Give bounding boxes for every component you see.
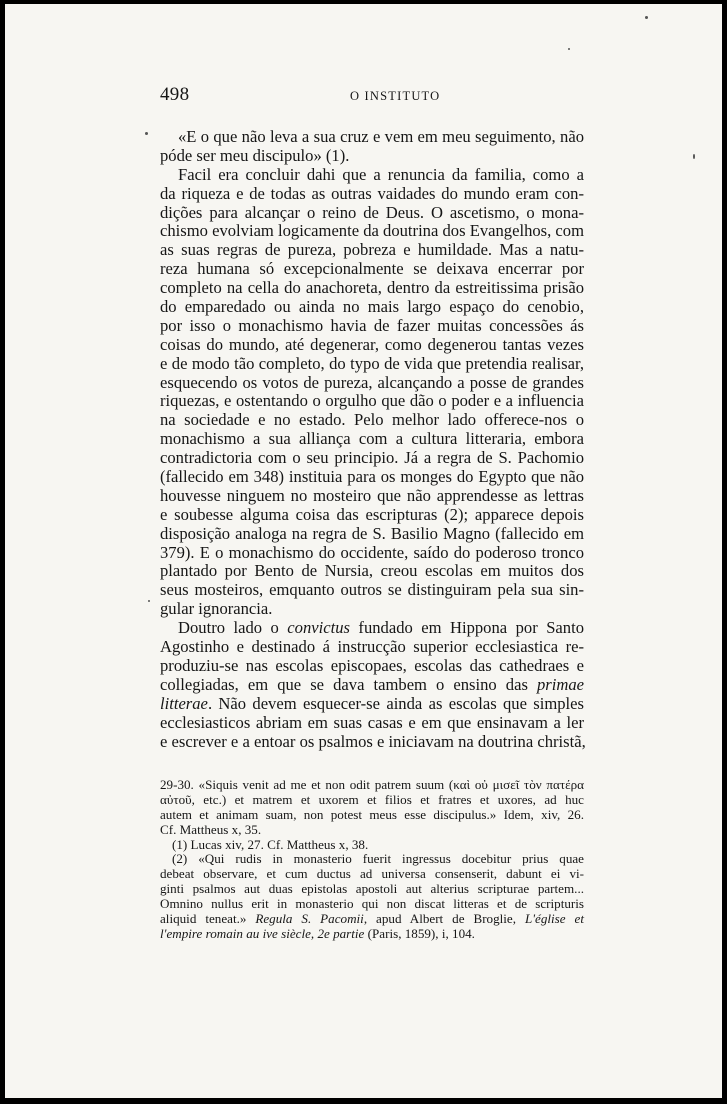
text-line: litterae. Não devem esquecer-se ainda as escolas que simples xyxy=(160,693,584,713)
scan-speck xyxy=(148,600,150,602)
body-text xyxy=(160,128,584,751)
text-line: «E o que não leva a sua cruz e vem em meu seguimento, não xyxy=(178,127,584,146)
text-line: as suas regras de pureza, pobreza e humildade. Mas a natu- xyxy=(160,240,584,260)
footnote-line: debeat observare, et cum ductus ad universa consenserit, dabunt ei vi- xyxy=(160,866,584,882)
text-line: completo na cella do anachoreta, dentro da estreitissima prisão xyxy=(160,278,584,298)
footnote-line: 29-30. «Siquis venit ad me et non odit patrem suum (καὶ οὐ μισεῖ τὸν πατέρα xyxy=(160,777,584,792)
footnote-line: (1) Lucas xiv, 27. Cf. Mattheus x, 38. xyxy=(172,836,369,852)
text-line: contradictoria com o seu principio. Já a regra de S. Pachomio xyxy=(160,448,584,468)
text-line: monachismo a sua alliança com a cultura litteraria, embora xyxy=(160,429,584,449)
footnote-line: Cf. Mattheus x, 35. xyxy=(160,821,262,837)
footnote-line: l'empire romain au ive siècle, 2e partie (Paris, 1859), i, 104. xyxy=(160,925,475,941)
page-header xyxy=(160,84,580,110)
text-line: na sociedade e no estado. Pelo melhor lado offerece-nos o xyxy=(160,410,584,430)
text-line: collegiadas, em que se dava tambem o ensino das primae xyxy=(160,674,584,694)
text-line: reza humana só excepcionalmente se deixava encerrar por xyxy=(160,259,584,279)
text-line: (fallecido em 348) instituia para os monges do Egypto que não xyxy=(160,467,584,487)
text-line: disposição analoga na regra de S. Basilio Magno (fallecido em xyxy=(160,523,584,543)
text-line: riquezas, e ostentando o orgulho que dão o poder e a influencia xyxy=(160,391,584,411)
text-line: Agostinho e destinado á instrucção superior ecclesiastica re- xyxy=(160,637,584,657)
text-line: chismo evolviam logicamente da doutrina dos Evangelhos, com xyxy=(160,221,584,241)
text-line: produziu-se nas escolas episcopaes, escolas das cathedraes e xyxy=(160,655,584,675)
footnotes xyxy=(160,778,584,942)
text-line: coisas do mundo, até degenerar, como degenerou tantas vezes xyxy=(160,334,584,354)
footnote-line: Omnino nullus erit in monasterio qui non discat litteras et de scripturis xyxy=(160,896,584,912)
text-line: e soubesse alguma coisa das escripturas (2); apparece depois xyxy=(160,504,584,524)
text-line: houvesse ninguem no mosteiro que não apprendesse as lettras xyxy=(160,485,584,505)
page-number: 498 xyxy=(160,84,190,105)
running-title: O INSTITUTO xyxy=(350,89,441,103)
text-line: seus mosteiros, emquanto outros se distinguiram pela sua sin- xyxy=(160,580,584,600)
footnote-line: (2) «Qui rudis in monasterio fuerit ingressus docebitur prius quae xyxy=(172,851,584,867)
text-line: e escrever e a entoar os psalmos e iniciavam na doutrina christã, xyxy=(160,731,586,751)
scan-speck xyxy=(568,48,570,50)
text-line: ecclesiasticos abriam em suas casas e em que ensinavam a ler xyxy=(160,712,584,732)
text-line: 379). E o monachismo do occidente, saído do poderoso tronco xyxy=(160,542,584,562)
scan-speck xyxy=(693,154,695,159)
footnote-line: autem et animam suam, non potest meus esse discipulus.» Idem, xiv, 26. xyxy=(160,806,584,822)
text-line: esquecendo os votos de pureza, alcançando a posse de grandes xyxy=(160,372,584,392)
text-line: póde ser meu discipulo» (1). xyxy=(160,145,350,165)
text-line: Facil era concluir dahi que a renuncia da familia, como a xyxy=(178,164,584,184)
footnote-line: ginti psalmos aut duas epistolas apostoli aut alterius scripturae partem... xyxy=(160,881,584,897)
text-line: plantado por Bento de Nursia, creou escolas em muitos dos xyxy=(160,561,584,581)
book-page xyxy=(5,4,722,1098)
scan-speck xyxy=(645,16,648,19)
text-line: gular ignorancia. xyxy=(160,599,273,619)
text-line: por isso o monachismo havia de fazer muitas concessões ás xyxy=(160,315,584,335)
text-line: do emparedado ou ainda no mais largo espaço do cenobio, xyxy=(160,297,584,317)
text-line: Doutro lado o convictus fundado em Hippona por Santo xyxy=(178,618,584,638)
text-line: da riqueza e de todas as outras vaidades do mundo eram con- xyxy=(160,183,584,203)
text-line: dições para alcançar o reino de Deus. O ascetismo, o mona- xyxy=(160,202,584,222)
footnote-line: αὐτοῦ, etc.) et matrem et uxorem et filios et fratres et uxores, ad huc xyxy=(160,791,584,807)
text-line: e de modo tão completo, do typo de vida que pretendia realisar, xyxy=(160,353,584,373)
scan-speck xyxy=(145,132,148,135)
footnote-line: aliquid teneat.» Regula S. Pacomii, apud Albert de Broglie, L'église et xyxy=(160,911,584,927)
